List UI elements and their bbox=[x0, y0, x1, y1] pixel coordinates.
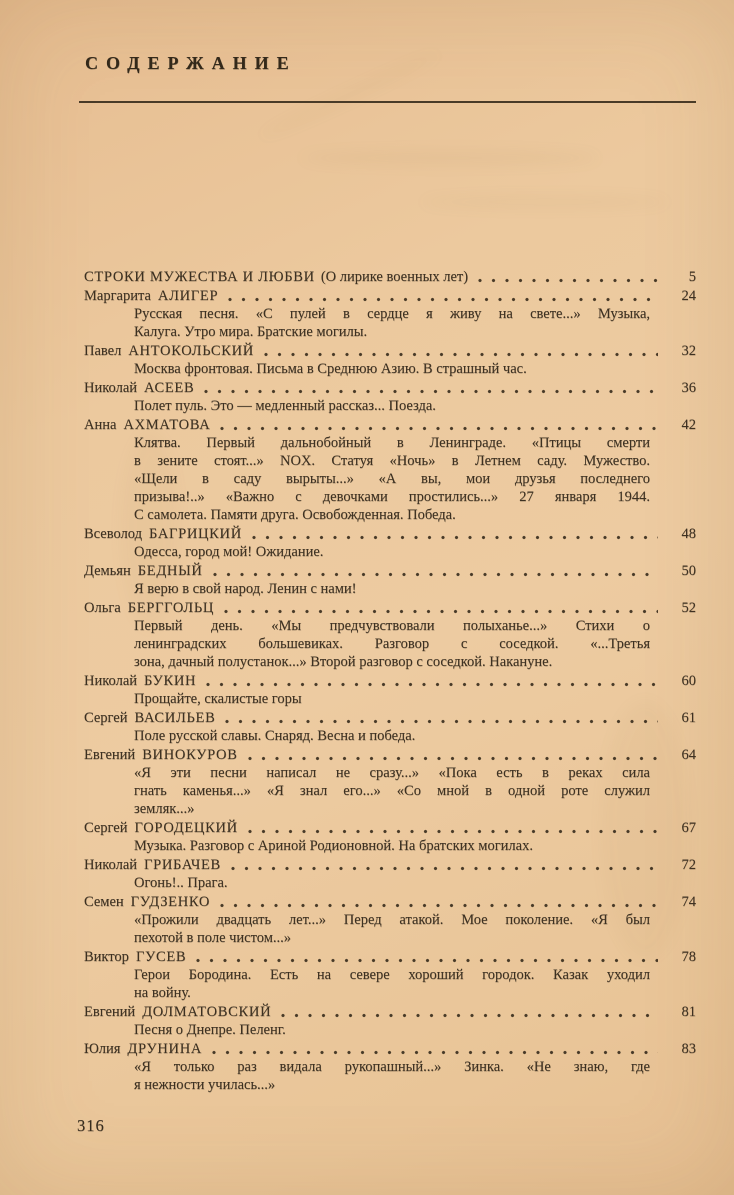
entry-author-line bbox=[84, 562, 696, 580]
dot-leader bbox=[281, 1013, 658, 1018]
author-surname: ВИНОКУРОВ bbox=[142, 747, 238, 763]
entry-title-suffix: (О лирике военных лет) bbox=[320, 269, 469, 285]
author-surname: ГУСЕВ bbox=[135, 949, 187, 965]
toc-entry bbox=[84, 672, 696, 708]
works-line: в зените стоят...» NOX. Статуя «Ночь» в Летнем саду. Мужество. bbox=[134, 453, 650, 469]
dot-leader bbox=[228, 297, 658, 302]
toc-entry bbox=[84, 287, 696, 341]
author-surname: ДОЛМАТОВСКИЙ bbox=[142, 1004, 272, 1020]
entry-page-number: 81 bbox=[681, 1004, 696, 1020]
author-first-name: Ольга bbox=[84, 600, 121, 616]
author-surname: АЛИГЕР bbox=[157, 288, 219, 304]
entry-page-number: 5 bbox=[688, 269, 696, 285]
dot-leader bbox=[212, 1050, 658, 1055]
dot-leader bbox=[248, 829, 658, 834]
toc-entry bbox=[84, 416, 696, 524]
entry-page-number: 67 bbox=[681, 820, 696, 836]
entry-works bbox=[134, 837, 650, 855]
author-surname: ВАСИЛЬЕВ bbox=[134, 710, 216, 726]
works-line: С самолета. Памяти друга. Освобожденная. Победа. bbox=[134, 507, 456, 523]
entry-author-line bbox=[84, 287, 696, 305]
entry-author-line bbox=[84, 856, 696, 874]
toc-entry bbox=[84, 1003, 696, 1039]
author-surname: ДРУНИНА bbox=[127, 1041, 203, 1057]
author-first-name: Евгений bbox=[84, 747, 136, 763]
entry-page-number: 36 bbox=[681, 380, 696, 396]
works-line: Первый день. «Мы предчувствовали полыханье...» Стихи о bbox=[134, 618, 650, 634]
entry-page-number: 83 bbox=[681, 1041, 696, 1057]
entry-page-number: 52 bbox=[681, 600, 696, 616]
author-first-name: Виктор bbox=[84, 949, 129, 965]
dot-leader bbox=[252, 535, 658, 540]
entry-author-line bbox=[84, 746, 696, 764]
toc-entry bbox=[84, 268, 696, 286]
toc-entry bbox=[84, 599, 696, 671]
author-surname: БУКИН bbox=[144, 673, 197, 689]
author-first-name: Демьян bbox=[84, 563, 131, 579]
entry-works bbox=[134, 764, 650, 818]
works-line: «Щели в саду вырыты...» «А вы, мои друзья последнего bbox=[134, 471, 650, 487]
author-surname: ГРИБАЧЕВ bbox=[144, 857, 221, 873]
entry-author-line bbox=[84, 672, 696, 690]
dot-leader bbox=[213, 572, 658, 577]
entry-works bbox=[134, 397, 650, 415]
dot-leader bbox=[220, 903, 658, 908]
author-surname: БЕРГГОЛЬЦ bbox=[127, 600, 215, 616]
works-line: земляк...» bbox=[134, 801, 195, 817]
entry-author-line bbox=[84, 893, 696, 911]
entry-page-number: 48 bbox=[681, 526, 696, 542]
works-line: Калуга. Утро мира. Братские могилы. bbox=[134, 324, 368, 340]
entry-page-number: 78 bbox=[681, 949, 696, 965]
works-line: «Прожили двадцать лет...» Перед атакой. Мое поколение. «Я был bbox=[134, 912, 650, 928]
toc-entry bbox=[84, 819, 696, 855]
toc-entry bbox=[84, 342, 696, 378]
dot-leader bbox=[220, 426, 658, 431]
author-surname: ГУДЗЕНКО bbox=[130, 894, 211, 910]
author-first-name: Маргарита bbox=[84, 288, 151, 304]
author-surname: БАГРИЦКИЙ bbox=[148, 526, 242, 542]
footer-page-number: 316 bbox=[77, 1116, 105, 1135]
author-surname: АНТОКОЛЬСКИЙ bbox=[128, 343, 254, 359]
dot-leader bbox=[231, 866, 658, 871]
works-line: Огонь!.. Прага. bbox=[134, 875, 228, 891]
entry-author-line bbox=[84, 819, 696, 837]
toc-entry bbox=[84, 746, 696, 818]
author-first-name: Всеволод bbox=[84, 526, 142, 542]
works-line: призыва!..» «Важно с девочками простились...» 27 января 1944. bbox=[134, 489, 650, 505]
entry-works bbox=[134, 1021, 650, 1039]
author-surname: СТРОКИ МУЖЕСТВА И ЛЮБВИ bbox=[84, 269, 315, 285]
entry-page-number: 42 bbox=[681, 417, 696, 433]
entry-works bbox=[134, 434, 650, 524]
toc-entry bbox=[84, 525, 696, 561]
dot-leader bbox=[196, 958, 658, 963]
paper-smudge bbox=[420, 195, 670, 209]
entry-works bbox=[134, 617, 650, 671]
entry-author-line bbox=[84, 268, 696, 286]
dot-leader bbox=[224, 609, 658, 614]
entry-works bbox=[134, 543, 650, 561]
entry-page-number: 60 bbox=[681, 673, 696, 689]
entry-author-line bbox=[84, 416, 696, 434]
toc-entry bbox=[84, 709, 696, 745]
heading-rule bbox=[79, 101, 696, 103]
author-first-name: Евгений bbox=[84, 1004, 136, 1020]
works-line: я нежности училась...» bbox=[134, 1077, 276, 1093]
author-surname: АСЕЕВ bbox=[144, 380, 195, 396]
dot-leader bbox=[206, 682, 658, 687]
works-line: на войну. bbox=[134, 985, 191, 1001]
author-first-name: Семен bbox=[84, 894, 124, 910]
author-surname: ГОРОДЕЦКИЙ bbox=[134, 820, 238, 836]
entry-page-number: 24 bbox=[681, 288, 696, 304]
author-first-name: Юлия bbox=[84, 1041, 121, 1057]
author-first-name: Николай bbox=[84, 857, 138, 873]
works-line: Поле русской славы. Снаряд. Весна и победа. bbox=[134, 728, 416, 744]
works-line: зона, дачный полустанок...» Второй разговор с соседкой. Накануне. bbox=[134, 654, 553, 670]
entry-author-line bbox=[84, 599, 696, 617]
entry-author-line bbox=[84, 379, 696, 397]
entry-page-number: 64 bbox=[681, 747, 696, 763]
works-line: Клятва. Первый дальнобойный в Ленинграде. «Птицы смерти bbox=[134, 435, 650, 451]
toc-entry bbox=[84, 948, 696, 1002]
dot-leader bbox=[204, 389, 658, 394]
dot-leader bbox=[225, 719, 658, 724]
works-line: Музыка. Разговор с Ариной Родионовной. На братских могилах. bbox=[134, 838, 533, 854]
works-line: Одесса, город мой! Ожидание. bbox=[134, 544, 324, 560]
entry-works bbox=[134, 911, 650, 947]
works-line: пехотой в поле чистом...» bbox=[134, 930, 292, 946]
works-line: ленинградских большевиках. Разговор с соседкой. «...Третья bbox=[134, 636, 650, 652]
entry-works bbox=[134, 874, 650, 892]
works-line: Русская песня. «С пулей в сердце я живу на свете...» Музыка, bbox=[134, 306, 650, 322]
entry-works bbox=[134, 580, 650, 598]
toc-entry bbox=[84, 893, 696, 947]
entry-page-number: 72 bbox=[681, 857, 696, 873]
entry-author-line bbox=[84, 948, 696, 966]
toc-list bbox=[84, 267, 696, 1094]
entry-page-number: 32 bbox=[681, 343, 696, 359]
dot-leader bbox=[478, 278, 658, 283]
author-first-name: Сергей bbox=[84, 710, 128, 726]
works-line: Песня о Днепре. Пеленг. bbox=[134, 1022, 286, 1038]
author-surname: АХМАТОВА bbox=[123, 417, 211, 433]
entry-works bbox=[134, 305, 650, 341]
entry-page-number: 74 bbox=[681, 894, 696, 910]
toc-entry bbox=[84, 562, 696, 598]
entry-works bbox=[134, 360, 650, 378]
toc-entry bbox=[84, 1040, 696, 1094]
entry-page-number: 61 bbox=[681, 710, 696, 726]
works-line: «Я только раз видала рукопашный...» Зинка. «Не знаю, где bbox=[134, 1059, 650, 1075]
entry-works bbox=[134, 1058, 650, 1094]
author-first-name: Николай bbox=[84, 673, 138, 689]
toc-entry bbox=[84, 856, 696, 892]
toc-entry bbox=[84, 379, 696, 415]
entry-works bbox=[134, 727, 650, 745]
works-line: «Я эти песни написал не сразу...» «Пока есть в реках сила bbox=[134, 765, 650, 781]
works-line: Москва фронтовая. Письма в Среднюю Азию. В страшный час. bbox=[134, 361, 527, 377]
works-line: Прощайте, скалистые горы bbox=[134, 691, 302, 707]
entry-author-line bbox=[84, 1040, 696, 1058]
contents-heading: СОДЕРЖАНИЕ bbox=[85, 53, 297, 73]
author-first-name: Сергей bbox=[84, 820, 128, 836]
entry-works bbox=[134, 966, 650, 1002]
entry-author-line bbox=[84, 342, 696, 360]
dot-leader bbox=[264, 352, 658, 357]
dot-leader bbox=[248, 756, 658, 761]
entry-author-line bbox=[84, 525, 696, 543]
works-line: гнать каменья...» «Я знал его...» «Со мной в одной роте служил bbox=[134, 783, 650, 799]
entry-page-number: 50 bbox=[681, 563, 696, 579]
works-line: Герои Бородина. Есть на севере хороший городок. Казак уходил bbox=[134, 967, 650, 983]
author-surname: БЕДНЫЙ bbox=[137, 563, 203, 579]
works-line: Полет пуль. Это — медленный рассказ... Поезда. bbox=[134, 398, 436, 414]
author-first-name: Анна bbox=[84, 417, 117, 433]
entry-works bbox=[134, 690, 650, 708]
author-first-name: Николай bbox=[84, 380, 138, 396]
entry-author-line bbox=[84, 1003, 696, 1021]
author-first-name: Павел bbox=[84, 343, 122, 359]
paper-smudge bbox=[300, 150, 600, 166]
works-line: Я верю в свой народ. Ленин с нами! bbox=[134, 581, 357, 597]
entry-author-line bbox=[84, 709, 696, 727]
